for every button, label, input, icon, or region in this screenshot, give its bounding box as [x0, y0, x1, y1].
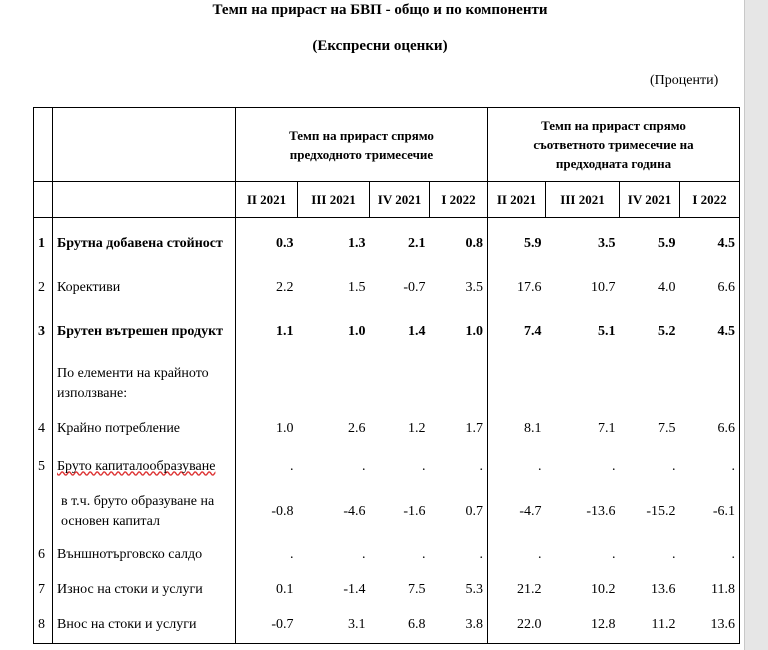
table-cell: .: [680, 538, 740, 572]
table-cell: 0.8: [430, 218, 488, 270]
table-cell: .: [488, 448, 546, 486]
table-cell: -0.8: [236, 486, 298, 538]
document-title: Темп на прираст на БВП - общо и по компоненти: [212, 2, 548, 18]
table-cell: 6.6: [680, 270, 740, 306]
table-cell: 5.3: [465, 581, 483, 597]
table-row: [34, 410, 740, 448]
group-header-prev-year: Темп на прираст спрямо съответното тримесечие на предходната година: [488, 108, 740, 182]
row-number: 5: [34, 448, 53, 486]
row-label-text: Външнотърговско салдо: [57, 546, 203, 562]
table-cell: 13.6: [680, 608, 740, 644]
document-subtitle: (Експресни оценки): [312, 38, 448, 54]
table-row: [34, 306, 740, 358]
table-cell: 5.9: [488, 218, 546, 270]
quarter-header-row: [34, 182, 740, 218]
table-cell: [620, 358, 680, 410]
table-cell: 1.0: [236, 410, 298, 448]
table-cell: 1.2: [408, 420, 426, 436]
row-label: [53, 572, 236, 608]
table-cell: -0.7: [403, 279, 426, 295]
table-cell: 5.9: [620, 218, 680, 270]
table-cell: 3.1: [298, 608, 370, 644]
table-cell: [680, 358, 740, 410]
table-cell: .: [236, 448, 298, 486]
table-cell: 10.2: [591, 581, 616, 597]
quarter-header: IV 2021: [620, 182, 680, 218]
table-cell: 0.7: [465, 503, 483, 519]
group-header-row: [34, 108, 740, 182]
table-cell: 2.1: [370, 218, 430, 270]
table-cell: 0.3: [236, 218, 298, 270]
quarter-header: IV 2021: [370, 182, 430, 218]
quarter-header: I 2022: [680, 182, 740, 218]
group-header-prev-quarter: Темп на прираст спрямо предходното тримесечие: [236, 108, 488, 182]
row-number: 7: [34, 572, 53, 608]
row-number: 2: [34, 270, 53, 306]
row-label: [53, 410, 236, 448]
table-row: [34, 608, 740, 644]
row-label-text: Бруто капиталообразуване: [57, 458, 216, 474]
table-cell: 1.7: [465, 420, 483, 436]
row-label-text: в т.ч. бруто образуване на основен капитал: [61, 493, 215, 529]
table-cell: 7.1: [598, 420, 616, 436]
quarter-header: III 2021: [546, 182, 620, 218]
quarter-header: I 2022: [430, 182, 488, 218]
table-cell: .: [612, 546, 616, 562]
table-cell: -4.7: [488, 486, 546, 538]
row-label-text: По елементи на крайното използване:: [57, 365, 209, 401]
row-label: [53, 270, 236, 306]
unit-label: (Проценти): [650, 73, 719, 88]
table-cell: 21.2: [488, 572, 546, 608]
page-edge: [744, 0, 768, 650]
table-cell: -1.4: [343, 581, 366, 597]
row-label-text: Брутен вътрешен продукт: [57, 323, 224, 339]
table-cell: .: [479, 458, 483, 474]
table-row: [34, 538, 740, 572]
table-cell: 22.0: [488, 608, 546, 644]
table-cell: .: [362, 458, 366, 474]
table-cell: -15.2: [646, 503, 676, 519]
table-cell: .: [422, 546, 426, 562]
table-cell: 3.5: [465, 279, 483, 295]
row-label-text: Брутна добавена стойност: [57, 235, 223, 251]
row-label: [53, 218, 236, 270]
table-cell: 10.7: [591, 279, 616, 295]
row-label-text: Внос на стоки и услуги: [57, 617, 197, 633]
table-cell: -4.6: [343, 503, 366, 519]
table-cell: .: [422, 458, 426, 474]
quarter-header: III 2021: [298, 182, 370, 218]
gdp-table: [33, 107, 740, 644]
row-label: [53, 486, 236, 538]
table-cell: 7.5: [408, 581, 426, 597]
table-cell: -0.7: [236, 608, 298, 644]
table-cell: .: [236, 538, 298, 572]
table-cell: 5.1: [598, 323, 616, 339]
table-cell: -6.1: [680, 486, 740, 538]
table-cell: 6.8: [370, 608, 430, 644]
row-number: [34, 358, 53, 410]
row-number: 6: [34, 538, 53, 572]
row-label-text: Крайно потребление: [57, 420, 181, 436]
table-cell: -13.6: [586, 503, 616, 519]
table-cell: 4.5: [680, 218, 740, 270]
table-body: [34, 218, 740, 644]
row-label: [53, 358, 236, 410]
table-cell: 6.6: [680, 410, 740, 448]
table-cell: 3.8: [430, 608, 488, 644]
table-row: [34, 218, 740, 270]
table-cell: 2.2: [236, 270, 298, 306]
row-number: 3: [34, 306, 53, 358]
table-row: [34, 572, 740, 608]
table-row: [34, 448, 740, 486]
table-cell: 1.3: [298, 218, 370, 270]
row-number: [34, 486, 53, 538]
table-cell: [546, 358, 620, 410]
table-cell: [370, 358, 430, 410]
table-cell: 13.6: [651, 581, 676, 597]
row-label-text: Корективи: [57, 279, 121, 295]
table-cell: 1.0: [465, 323, 483, 339]
table-cell: .: [612, 458, 616, 474]
table-cell: [488, 358, 546, 410]
table-cell: .: [672, 458, 676, 474]
table-cell: 8.1: [488, 410, 546, 448]
row-number: 1: [34, 218, 53, 270]
table-cell: 1.4: [408, 323, 426, 339]
table-cell: [298, 358, 370, 410]
row-number: 4: [34, 410, 53, 448]
quarter-header: II 2021: [488, 182, 546, 218]
table-cell: 1.0: [348, 323, 366, 339]
row-label: [53, 538, 236, 572]
table-cell: 11.8: [680, 572, 740, 608]
table-cell: .: [362, 546, 366, 562]
table-row: [34, 358, 740, 410]
table-cell: 4.0: [658, 279, 676, 295]
row-label: [53, 306, 236, 358]
table-cell: .: [488, 538, 546, 572]
table-cell: 1.1: [236, 306, 298, 358]
table-cell: 5.2: [658, 323, 676, 339]
table-cell: 1.5: [348, 279, 366, 295]
table-cell: 0.1: [236, 572, 298, 608]
table-row: [34, 486, 740, 538]
table-cell: 7.4: [488, 306, 546, 358]
table-cell: 4.5: [680, 306, 740, 358]
table-cell: -1.6: [403, 503, 426, 519]
row-label: [53, 448, 236, 486]
quarter-header: II 2021: [236, 182, 298, 218]
table-cell: .: [680, 448, 740, 486]
table-cell: 3.5: [546, 218, 620, 270]
row-label: [53, 608, 236, 644]
row-label-text: Износ на стоки и услуги: [57, 581, 203, 597]
table-cell: [430, 358, 488, 410]
table-cell: 7.5: [658, 420, 676, 436]
table-cell: 17.6: [488, 270, 546, 306]
table-cell: .: [672, 546, 676, 562]
table-cell: 11.2: [620, 608, 680, 644]
table-cell: 2.6: [348, 420, 366, 436]
table-cell: .: [479, 546, 483, 562]
table-cell: 12.8: [546, 608, 620, 644]
row-number: 8: [34, 608, 53, 644]
table-row: [34, 270, 740, 306]
table-cell: [236, 358, 298, 410]
